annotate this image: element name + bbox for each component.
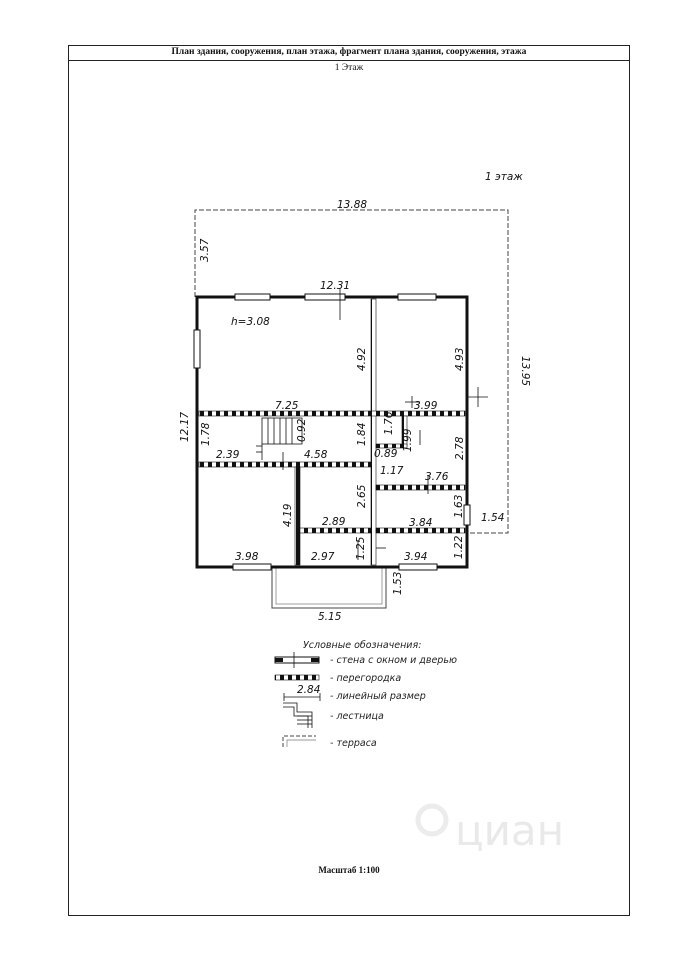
legend-title: Условные обозначения: xyxy=(303,640,422,651)
dim-corridor-e: 3.99 xyxy=(414,400,438,412)
dim-terrace-right: 13.95 xyxy=(519,356,531,387)
dim-mid-w: 1.17 xyxy=(380,465,404,477)
dim-stair-d: 0.92 xyxy=(296,418,308,442)
floor-label: 1 этаж xyxy=(485,171,523,183)
dim-sw-w: 3.98 xyxy=(235,551,259,563)
dim-room-sw-h: 4.19 xyxy=(282,503,294,527)
dim-porch-len: 5.15 xyxy=(318,611,342,623)
porch-inner xyxy=(276,568,382,604)
dim-room-se-w: 3.84 xyxy=(409,517,433,529)
legend xyxy=(275,640,457,749)
dim-bath-d: 1.99 xyxy=(402,428,414,452)
dim-left-wall: 12.17 xyxy=(179,411,191,442)
dim-hall-h: 1.84 xyxy=(356,422,368,446)
legend-partition-label: - перегородка xyxy=(330,673,402,684)
legend-terrace-label: - терраса xyxy=(330,738,377,749)
dim-vest-h: 1.25 xyxy=(355,536,367,560)
page-title: План здания, сооружения, план этажа, фрагмент плана здания, сооружения, этажа xyxy=(171,47,527,57)
legend-stairs-symbol xyxy=(283,703,312,728)
dim-stair-w: 2.39 xyxy=(216,449,240,461)
dim-stair-h: 1.78 xyxy=(200,422,212,446)
dim-se-h: 1.22 xyxy=(453,535,465,559)
floor-title: 1 Этаж xyxy=(334,63,364,73)
dim-bath-w: 0.89 xyxy=(374,448,398,460)
height-label: h=3.08 xyxy=(231,316,270,328)
dim-hall-len: 4.58 xyxy=(304,449,328,461)
legend-terrace-symbol xyxy=(283,736,316,747)
dim-porch-w: 2.97 xyxy=(311,551,335,563)
dim-porch-h: 1.53 xyxy=(392,571,404,595)
dim-terrace-top: 13.88 xyxy=(337,199,368,211)
dim-terrace-left: 3.57 xyxy=(199,238,211,262)
dim-bath-h: 1.76 xyxy=(383,411,395,435)
dim-hall-w: 7.25 xyxy=(275,400,299,412)
dim-room-e-w: 3.76 xyxy=(425,471,449,483)
dim-room-e-h: 2.78 xyxy=(454,436,466,460)
dim-se-w: 3.94 xyxy=(404,551,428,563)
dim-mid-room-w: 2.89 xyxy=(322,516,346,528)
scale-label: Масштаб 1:100 xyxy=(318,865,380,875)
legend-partition-symbol xyxy=(275,675,319,680)
dim-top-wall: 12.31 xyxy=(320,280,351,292)
legend-dim-sample: 2.84 xyxy=(297,684,321,696)
watermark-text: циан xyxy=(455,806,565,855)
legend-stairs-label: - лестница xyxy=(330,711,384,722)
porch xyxy=(272,568,386,608)
dim-mid-room-h: 2.65 xyxy=(356,484,368,508)
dim-room-se-h: 1.63 xyxy=(453,494,465,518)
watermark xyxy=(418,806,564,855)
dim-room-nw-h: 4.92 xyxy=(356,347,368,371)
dim-room-ne-h: 4.93 xyxy=(454,347,466,371)
dim-ext-right: 1.54 xyxy=(481,512,505,524)
legend-dim-label: - линейный размер xyxy=(330,691,426,702)
legend-wall-label: - стена с окном и дверью xyxy=(330,655,457,666)
